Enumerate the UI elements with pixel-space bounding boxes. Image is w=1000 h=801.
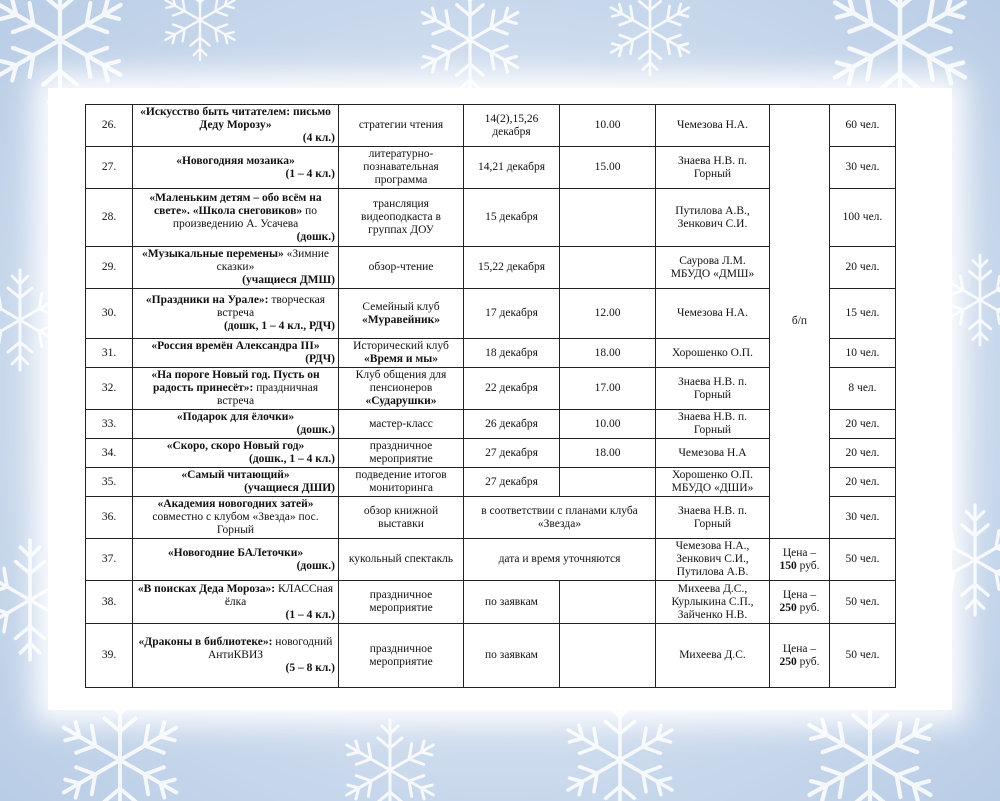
event-audience: (дошк.) (296, 424, 335, 436)
event-title-cell (133, 189, 339, 247)
event-title-cell (133, 368, 339, 410)
price-label: Цена – (782, 546, 817, 559)
event-title: «Музыкальные перемены» (142, 248, 284, 260)
responsible: Саурова Л.М. МБУДО «ДМШ» (656, 247, 770, 289)
row-number: 38. (86, 581, 133, 624)
responsible: Чемезова Н.А (656, 439, 770, 468)
event-title: «Новогодняя мозаика» (176, 154, 295, 167)
event-time (560, 581, 656, 624)
event-title-cell (133, 581, 339, 624)
event-form (339, 624, 464, 688)
event-title: «В поисках Деда Мороза»: (137, 582, 276, 595)
event-form-text: литературно-познавательная программа (363, 148, 439, 186)
event-audience: (дошк., 1 – 4 кл.) (248, 453, 335, 465)
event-title-cell (133, 468, 339, 497)
event-form (339, 105, 464, 147)
event-form (339, 497, 464, 539)
price-unit: руб. (799, 655, 820, 668)
row-number: 32. (86, 368, 133, 410)
row-number: 36. (86, 497, 133, 539)
event-time: 12.00 (560, 289, 656, 339)
row-number: 30. (86, 289, 133, 339)
event-date: по заявкам (464, 624, 560, 688)
event-date: 18 декабря (464, 339, 560, 368)
event-club-name: «Муравейник» (362, 313, 440, 326)
row-number: 28. (86, 189, 133, 247)
table-row (86, 539, 896, 581)
responsible: Михеева Д.С. (656, 624, 770, 688)
participant-count: 8 чел. (830, 368, 896, 410)
event-form (339, 468, 464, 497)
responsible: Хорошенко О.П. (656, 339, 770, 368)
participant-count: 15 чел. (830, 289, 896, 339)
event-form (339, 368, 464, 410)
event-title: «Новогодние БАЛеточки» (167, 546, 304, 559)
table-row (86, 581, 896, 624)
event-title: «Самый читающий» (181, 469, 290, 481)
event-subtitle: совместно с клубом «Звезда» пос. Горный (152, 511, 319, 536)
event-form (339, 147, 464, 189)
fee-free: б/п (770, 105, 830, 539)
row-number: 31. (86, 339, 133, 368)
event-date: по заявкам (464, 581, 560, 624)
event-audience: (5 – 8 кл.) (285, 662, 335, 674)
event-form (339, 439, 464, 468)
row-number: 33. (86, 410, 133, 439)
event-date: дата и время уточняются (464, 539, 656, 581)
responsible: Чемезова Н.А. (656, 289, 770, 339)
event-form-text: подведение итогов мониторинга (355, 469, 447, 494)
event-audience: (дошк.) (296, 230, 335, 243)
event-audience: (4 кл.) (302, 132, 335, 144)
event-audience: (дошк.) (296, 559, 335, 572)
event-form-text: кукольный спектакль (348, 553, 454, 565)
event-time: 10.00 (560, 410, 656, 439)
table-row (86, 105, 896, 147)
event-time: 17.00 (560, 368, 656, 410)
event-subtitle: праздничная встреча (216, 382, 319, 407)
event-time (560, 189, 656, 247)
price-value: 250 (779, 602, 797, 614)
event-title-cell (133, 289, 339, 339)
event-subtitle: новогодний АнтиКВИЗ (207, 636, 333, 661)
event-form-text: праздничное мероприятие (369, 642, 433, 668)
event-time: 10.00 (560, 105, 656, 147)
event-date: 27 декабря (464, 439, 560, 468)
event-form (339, 539, 464, 581)
event-title: «Искусство быть читателем: письмо Деду Морозу» (140, 106, 331, 131)
event-form (339, 189, 464, 247)
event-subtitle: по произведению А. Усачева (172, 204, 317, 230)
event-form-text: обзор-чтение (368, 261, 434, 273)
event-form-text: обзор книжной выставки (363, 504, 439, 530)
event-title-cell (133, 247, 339, 289)
price-unit: руб. (799, 602, 820, 614)
price (770, 539, 830, 581)
event-audience: (учащиеся ДШИ) (244, 482, 335, 494)
price-label: Цена – (782, 642, 817, 655)
event-title-cell (133, 339, 339, 368)
event-club-name: «Время и мы» (364, 353, 438, 365)
participant-count: 20 чел. (830, 410, 896, 439)
event-time: 15.00 (560, 147, 656, 189)
event-date: 22 декабря (464, 368, 560, 410)
event-time (560, 247, 656, 289)
event-form-text: праздничное мероприятие (369, 589, 433, 614)
event-form-text: Семейный клуб (362, 300, 440, 313)
event-subtitle: творческая встреча (216, 294, 326, 319)
event-title: «Маленьким детям – обо всём на свете». «Школа снеговиков» (149, 191, 322, 217)
row-number: 26. (86, 105, 133, 147)
price-unit: руб. (799, 559, 820, 572)
price (770, 581, 830, 624)
event-title: «На пороге Новый год. Пусть он радость принесёт»: (151, 369, 320, 394)
events-table (85, 104, 896, 688)
event-title: «Подарок для ёлочки» (176, 411, 295, 423)
participant-count: 30 чел. (830, 497, 896, 539)
event-time: 18.00 (560, 439, 656, 468)
event-subtitle: «Зимние сказки» (216, 248, 329, 273)
event-form (339, 410, 464, 439)
event-audience: (дошк, 1 – 4 кл., РДЧ) (223, 320, 335, 332)
participant-count: 20 чел. (830, 468, 896, 497)
event-time (560, 468, 656, 497)
participant-count: 50 чел. (830, 539, 896, 581)
event-date: 15,22 декабря (464, 247, 560, 289)
participant-count: 20 чел. (830, 247, 896, 289)
event-date: 15 декабря (464, 189, 560, 247)
event-form (339, 289, 464, 339)
event-form-text: трансляция видеоподкаста в группах ДОУ (361, 198, 441, 236)
responsible: Знаева Н.В. п. Горный (656, 497, 770, 539)
event-time: 18.00 (560, 339, 656, 368)
participant-count: 60 чел. (830, 105, 896, 147)
responsible: Путилова А.В., Зенкович С.И. (656, 189, 770, 247)
responsible: Михеева Д.С., Курлыкина С.П., Зайченко Н.В. (656, 581, 770, 624)
row-number: 27. (86, 147, 133, 189)
event-title-cell (133, 439, 339, 468)
responsible: Хорошенко О.П. МБУДО «ДШИ» (656, 468, 770, 497)
price-value: 250 (779, 655, 797, 668)
event-date: 14,21 декабря (464, 147, 560, 189)
participant-count: 20 чел. (830, 439, 896, 468)
event-title: «Скоро, скоро Новый год» (166, 440, 305, 452)
event-date: 27 декабря (464, 468, 560, 497)
event-date: 17 декабря (464, 289, 560, 339)
event-title-cell (133, 105, 339, 147)
participant-count: 50 чел. (830, 581, 896, 624)
event-form (339, 581, 464, 624)
event-audience: (1 – 4 кл.) (285, 608, 335, 621)
price-label: Цена – (782, 589, 817, 601)
event-title: «Праздники на Урале»: (145, 294, 269, 306)
event-form-text: Клуб общения для пенсионеров (355, 369, 447, 394)
event-title-cell (133, 624, 339, 688)
event-date: 26 декабря (464, 410, 560, 439)
event-club-name: «Сударушки» (365, 395, 437, 407)
event-form-text: стратегии чтения (358, 119, 444, 131)
event-form (339, 339, 464, 368)
event-audience: (РДЧ) (305, 353, 335, 365)
event-audience: (1 – 4 кл.) (285, 167, 335, 180)
event-title-cell (133, 410, 339, 439)
event-title: «Россия времён Александра III» (151, 340, 320, 352)
event-title: «Академия новогодних затей» (157, 498, 314, 510)
price-value: 150 (779, 559, 797, 572)
row-number: 35. (86, 468, 133, 497)
event-form (339, 247, 464, 289)
event-time (560, 624, 656, 688)
event-form-text: мастер-класс (369, 417, 433, 430)
row-number: 34. (86, 439, 133, 468)
table-row (86, 624, 896, 688)
row-number: 29. (86, 247, 133, 289)
responsible: Чемезова Н.А. (656, 105, 770, 147)
event-title-cell (133, 497, 339, 539)
event-subtitle: КЛАССная ёлка (224, 582, 334, 608)
event-title-cell (133, 147, 339, 189)
responsible: Чемезова Н.А., Зенкович С.И., Путилова А.В. (656, 539, 770, 581)
row-number: 39. (86, 624, 133, 688)
price (770, 624, 830, 688)
responsible: Знаева Н.В. п. Горный (656, 147, 770, 189)
event-title: «Драконы в библиотеке»: (138, 636, 273, 648)
event-date: 14(2),15,26 декабря (464, 105, 560, 147)
participant-count: 50 чел. (830, 624, 896, 688)
participant-count: 10 чел. (830, 339, 896, 368)
event-form-text: Исторический клуб (353, 340, 449, 352)
event-title-cell (133, 539, 339, 581)
event-audience: (учащиеся ДМШ) (242, 274, 335, 286)
participant-count: 30 чел. (830, 147, 896, 189)
responsible: Знаева Н.В. п. Горный (656, 410, 770, 439)
responsible: Знаева Н.В. п. Горный (656, 368, 770, 410)
event-form-text: праздничное мероприятие (369, 440, 433, 465)
row-number: 37. (86, 539, 133, 581)
participant-count: 100 чел. (830, 189, 896, 247)
event-date: в соответствии с планами клуба «Звезда» (464, 497, 656, 539)
